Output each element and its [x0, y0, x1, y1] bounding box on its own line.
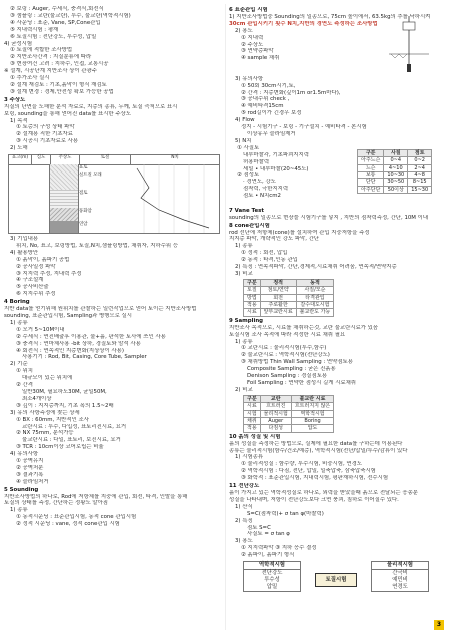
- table-row: [244, 287, 334, 294]
- layer-name: 연암: [79, 222, 88, 228]
- text-line: sounding, 표준관입시험, Sampling과 병행으로 실시: [4, 313, 132, 319]
- spt-apparatus-figure: [379, 14, 439, 74]
- table-cell: 주로활한: [260, 302, 296, 309]
- table-cell: 단단: [358, 179, 384, 186]
- table-row: [244, 302, 334, 309]
- table-cell: 0~2: [408, 157, 432, 164]
- table-row: [244, 417, 334, 424]
- log-col-n: N치: [171, 155, 179, 161]
- table-header-row: [244, 279, 334, 286]
- table-cell: Auger: [260, 417, 291, 424]
- text-line: ① 지지력파악 ③ 지하 응수 결정: [241, 545, 317, 552]
- table-cell: 8~15: [408, 179, 432, 186]
- text-line: ② 수세식 : 연진배출후 이용관, 물+흙, 판석한 토사에 쓰인 사용: [16, 333, 166, 340]
- text-line: 불교란시료 : 다일, 표토리, 보진시료, 요거: [22, 437, 121, 444]
- section-title-6: 6 표준관입 시험: [229, 7, 268, 13]
- layer-fill: [50, 190, 78, 208]
- text-line: ③ 충격식 : 연마체사용 -bit 상하, 경질토와 암석 사용: [16, 340, 141, 347]
- table-body: [244, 287, 334, 317]
- section-title-8: 8 cone관입시험: [229, 222, 270, 229]
- text-line: 점토 S=C: [247, 524, 271, 531]
- text-line: 위치, No, 표고, 보링방법, 토질,N치,샘플링방법, 채취자, 지하수위 등: [16, 242, 179, 249]
- layer-fill: [50, 164, 78, 172]
- table-cell: 채취: [244, 417, 261, 424]
- text-line: ② 정적 시운딩 : vane, 정적 cone관입 시험: [16, 521, 120, 528]
- soil-test-section: [229, 441, 446, 482]
- log-column: [49, 164, 79, 233]
- n-value-notes: [237, 145, 357, 200]
- table-cell: 흐트러지지 않은: [291, 403, 333, 410]
- text-line: ⑤ 공사비산출: [16, 284, 49, 291]
- table-cell: 시료: [244, 403, 261, 410]
- list-item: ③ 현장여건 고려 : 지하수, 인접, 교통시공: [10, 61, 109, 68]
- text-line: ① 교란시료 : 물리적시험(투수,함수): [241, 345, 327, 352]
- text-line: ③ TCR : 10cm이상 코어로립는 비율: [16, 444, 104, 451]
- table-header: 불교란 시료: [291, 395, 333, 402]
- table-row: [358, 157, 432, 164]
- text-line: 토질의 상태를 측정, 간단하는 정황도 알아짐: [4, 500, 109, 507]
- table-row: [358, 179, 432, 186]
- section-title-4: 4 Boring: [4, 299, 30, 306]
- diagram-label: 투수성: [264, 576, 280, 583]
- table-cell: 느슨: [358, 164, 384, 171]
- text-line: ① 동적시운딩 : 표준관입시험, 동적 cone 관입시험: [16, 514, 137, 521]
- text-line: 2) 용도: [235, 27, 253, 34]
- list-item: ② 보링 : Auger, 수세식, 충격식,회전식: [10, 6, 104, 12]
- table-cell: 압도: [291, 425, 333, 432]
- text-line: 내부마찰각, 기초파괴지지력: [243, 151, 309, 158]
- text-line: · 경연도, 강도: [243, 179, 276, 186]
- text-line: 종류는 물리적시험(함수/건조/예층), 역학적시험(전단/압밀/투수/감류이 있다: [229, 447, 408, 454]
- table-row: [358, 171, 432, 178]
- soil-test-diagram: [229, 561, 446, 601]
- text-line: ② 공벽처분: [16, 464, 44, 471]
- table-cell: 보통: [358, 171, 384, 178]
- table-cell: 사질/모순: [296, 287, 334, 294]
- text-line: Composite Sampling : 굳은 진흙용: [247, 366, 336, 373]
- table-header: 구분: [244, 279, 261, 286]
- text-line: 2) 도해: [10, 145, 28, 152]
- text-line: 지반조사방법의 하나로, Rod에 저항체를 지중에 관입, 회전, 타격, 인발을 통해: [4, 493, 188, 500]
- text-line: 1) 종류: [235, 243, 253, 250]
- table-cell: 아주단단: [358, 186, 384, 193]
- layer-name: 풍화암: [79, 209, 92, 215]
- text-line: 1) 지반조사방법중 Sounding의 일종으로, 75cm 높이에서, 63.5kg의 추를 낙하시켜: [229, 13, 431, 20]
- list-item: 4) 굳성시험: [4, 40, 33, 47]
- text-line: ② 역학적시험 : 다짐, 전단, 압밀, 일축압축, 삼축압축시험: [241, 468, 376, 475]
- text-line: 교란시료 : 투수, 다입성, 표토리진시료, 요거: [22, 423, 127, 430]
- table-body: [244, 403, 334, 433]
- list-item: ④ 사운딩 : 표준, Vane, SP,Cone관입: [10, 19, 101, 26]
- table-header-row: [244, 395, 334, 402]
- list-item: ① 추가조사 실시: [10, 75, 50, 82]
- text-line: ④ 구조설계: [16, 277, 44, 284]
- note-line: ※ 설계, 시공단계 지반조사 상이 관광주: [4, 68, 97, 75]
- text-line: ③ 연약층파악: [241, 48, 274, 55]
- table-header: 정적: [260, 279, 296, 286]
- text-line: 1) 종류: [10, 507, 28, 514]
- text-line: 4) 활용방안: [10, 249, 39, 256]
- log-col-elev: 표고(m): [9, 155, 32, 164]
- text-line: ① 사질토: [237, 144, 260, 151]
- table-cell: 아주느슨: [358, 157, 384, 164]
- text-line: 지반조사 목적으로, 시료를 채취하는것, 교란 불교란시료가 있음: [229, 324, 379, 331]
- text-line: ② 흙파이, 흙파기 형식: [241, 552, 295, 559]
- log-col-soil: 토질: [80, 155, 131, 164]
- text-line: 점착력, 극한지지력: [243, 186, 289, 193]
- text-line: ③ 시공시 기초자료로 사용: [16, 138, 79, 145]
- text-line: ⑤ rod길이가 긴경우 보정: [241, 110, 302, 117]
- text-line: 1) 산식: [235, 503, 253, 510]
- n-value-block: [229, 145, 446, 207]
- text-line: 2) 특징: [235, 517, 253, 524]
- text-line: 5) N치: [235, 137, 252, 144]
- top-list: [4, 6, 222, 96]
- text-line: 사질토 = σ tan φ: [247, 531, 290, 538]
- table-cell: 역학적시험: [291, 410, 333, 417]
- table-row: [244, 294, 334, 301]
- table-cell: 2~4: [408, 164, 432, 171]
- text-line: 일반30M, 필요하도30M, 균일50M,: [22, 388, 107, 395]
- text-line: ① 공벽유지: [16, 458, 44, 465]
- text-line: ② 공사일정 파악: [16, 263, 56, 270]
- text-line: ④ 슬라임처거: [16, 478, 49, 485]
- text-line: 2) 기순: [10, 361, 28, 368]
- text-line: 성질을 나타내며, 저항이 전단강도보다 크면 붕괴, 침하로 이어질수 있다.: [229, 496, 399, 503]
- table-cell: 적용: [244, 425, 261, 432]
- section-title-7: 7 Vane Test: [229, 207, 264, 214]
- diagram-label: 전단강도: [261, 569, 283, 576]
- table-cell: Boring: [291, 417, 333, 424]
- table-cell: 다짐성: [260, 425, 291, 432]
- text-line: 토질시험 조사 목적에 따라 적정한 시료 채취 필요: [229, 331, 346, 338]
- diagram-center: 토질시험: [315, 573, 357, 587]
- table-cell: 물리적시험: [260, 410, 291, 417]
- text-line: 4) 유의사항: [10, 451, 39, 458]
- layer-fill: [50, 172, 78, 190]
- text-line: 1) 목적: [10, 117, 28, 124]
- diagram-label: 간극비: [392, 569, 408, 576]
- right-column: [229, 6, 446, 601]
- table-header: 점토: [408, 149, 432, 156]
- table-cell: 30~50: [384, 179, 408, 186]
- text-line: ① 오거 5~10M이내: [16, 326, 65, 333]
- text-line: 보링, sounding을 통해 얻어진 data를 표시한 주상도: [4, 110, 131, 117]
- text-line: 30cm 관입시키기 횟수 N치,지반의 경연도 측정하는 조사방법: [229, 20, 378, 27]
- table-cell: 방법: [244, 294, 261, 301]
- text-line: ② 주상도: [241, 41, 264, 48]
- text-line: ④ sample 채취: [241, 55, 280, 62]
- table-row: [358, 186, 432, 193]
- text-line: 1) 시험종류: [235, 454, 264, 461]
- text-line: rod 선단에 저항체(cone)를 설치하여 관입 지중저항을 측정: [229, 229, 370, 236]
- table-row: [358, 164, 432, 171]
- text-line: Denison Sampling : 경질점토용: [247, 373, 328, 380]
- table-cell: 10~30: [384, 171, 408, 178]
- table-header: 동적: [296, 279, 334, 286]
- text-line: ① 지내력: [241, 34, 264, 41]
- table-cell: 앞부교란시료: [260, 309, 296, 316]
- layer-name: 표토: [79, 165, 88, 171]
- text-line: 4) Flow: [235, 117, 255, 124]
- list-item: ① 토질에 적합한 조사방법: [10, 47, 73, 54]
- text-line: ③ 공내수위 check ,: [241, 96, 290, 103]
- layer-fill: [50, 221, 78, 233]
- text-line: ② 간격 : 지층변화(깊이1m or1.5m마다),: [241, 89, 341, 96]
- table-cell: 회전: [260, 294, 296, 301]
- text-line: 지질의 단면을 도해한 분석 자료로, 지층의 종류, 두께, 토질 즉척으로 표시: [4, 103, 178, 110]
- text-line: 3) 기입내용: [10, 236, 39, 243]
- text-line: ① 물리적성질 : 함수량, 투수시험, 비중시험, 연경도: [241, 461, 363, 468]
- table-cell: 흐트러진: [260, 403, 291, 410]
- text-line: ② 점성토: [237, 172, 260, 179]
- text-line: 대규모이 있는 위치에: [22, 375, 73, 382]
- diagram-label: 예민비: [392, 576, 408, 583]
- text-line: ③ 결과기록: [16, 471, 44, 478]
- text-line: ① 정적 : 회전, 압입: [241, 250, 288, 257]
- sampling-section: [229, 325, 446, 394]
- text-line: ① 위치: [16, 368, 33, 375]
- left-column: [4, 6, 222, 528]
- diagram-label: 물리적시험: [372, 562, 428, 570]
- text-line: 점토 • N치cm2: [243, 193, 281, 200]
- boring-log-figure: [8, 154, 220, 234]
- text-line: ② 불교란시료 : 역학적시험(전단강도): [241, 352, 330, 359]
- diagram-label: 연경도: [392, 583, 408, 590]
- section-title-10: 10 흙의 성질 및 시험: [229, 433, 281, 440]
- n-value-table: [357, 149, 432, 194]
- table-cell: 4~8: [408, 171, 432, 178]
- text-line: ③ 화학적 : 표준관입시험, 지내력시험, 평판재하시험, 전수시험: [241, 475, 389, 482]
- table-row: [244, 425, 334, 432]
- table-cell: 갈수대도시험: [296, 302, 334, 309]
- text-line: ③ 채취방법 Thin Wall Sampling : 연약점토용: [241, 359, 353, 366]
- text-line: ② 설계용 직한 기초자료: [16, 131, 73, 138]
- text-line: ② NX 75mm, 분석가능: [16, 430, 74, 437]
- text-line: 지반 data를 얻기위해 원위치를 관찰하는 일련작업으로 얻어 토이는 지반조사방법: [4, 306, 197, 313]
- diagram-label: 역학적시험: [244, 562, 300, 570]
- text-line: 사용기기 : Rod, Bit, Casing, Core Tube, Sampler: [22, 354, 147, 361]
- text-line: ① BX : 60mm, 지반적인 조사: [16, 416, 89, 423]
- text-line: 흙의 성질을 측정하는 방법으로, 실제에 필요한 data를 구하는데 이용된다: [229, 440, 403, 447]
- table-cell: 토질: [244, 287, 261, 294]
- text-line: ② 간격: [16, 382, 33, 389]
- text-line: 3) 용도: [235, 538, 253, 545]
- table-row: [244, 410, 334, 417]
- layer-name: 실트질 모래: [79, 173, 102, 179]
- table-cell: 불교란도 가능: [296, 309, 334, 316]
- layer-name: 점토: [79, 191, 88, 197]
- table-cell: 시료: [244, 309, 261, 316]
- text-line: 1) 종류: [235, 338, 253, 345]
- table-row: [244, 309, 334, 316]
- log-col-column: 주상도: [51, 155, 80, 164]
- boring-section: [4, 306, 222, 486]
- table-cell: 시험: [244, 410, 261, 417]
- text-line: ④ 회전식 : 연속적인 지층변화(지상상이 사용): [16, 347, 124, 354]
- table-row: [244, 403, 334, 410]
- cone-compare-table: [243, 279, 334, 317]
- text-line: 세밀 • 내부마찰(20~45도): [243, 165, 309, 172]
- n-value-plot: [129, 164, 219, 233]
- section-title-5: 5 Sounding: [4, 486, 39, 493]
- table-header: 구분: [244, 395, 261, 402]
- text-line: 흙이 가지고 있는 역학적성질로 하나로, 외력을 받았을때 흙으로 전달되는 응송분: [229, 489, 418, 496]
- text-line: 1) 종류: [10, 319, 28, 326]
- list-item: ③ 설계 변경 : 경제,안전성 확보 가능한 공법: [10, 88, 114, 95]
- list-item: ⑤ 지내력시험 : 평재: [10, 26, 59, 33]
- list-item: ⑥ 토질시험 : 전단강도, 투수성, 압밀: [10, 33, 97, 40]
- text-line: 3) 비교: [235, 270, 253, 277]
- table-cell: 적용: [244, 302, 261, 309]
- mechanical-test-box: [243, 561, 301, 592]
- text-line: 최소4개이상: [22, 395, 52, 402]
- text-line: ⑥ 지지수위 추정: [16, 291, 56, 298]
- text-line: 2) 특징 : 연속적파악, 간단,경제적,시료채취 어려움, 연속적/연약지층: [235, 264, 397, 271]
- table-cell: 4~10: [384, 164, 408, 171]
- text-line: 3) 유의 사항측정에 찾는 상세: [10, 409, 80, 416]
- layer-fill: [50, 208, 78, 221]
- text-line: S=C(점착력)+ σ tan φ(마찰력): [247, 510, 324, 517]
- list-item: ② 지반조사간격 : 지질분류에 따라: [10, 54, 92, 61]
- list-item: ② 설계 재검토 : 기초,흙막이 형식 재검토: [10, 81, 107, 88]
- text-line: 2) 비교: [235, 386, 253, 393]
- text-line: Foil Sampling : 연약한 점성시 길게 시료채취: [247, 379, 357, 386]
- table-body: [358, 157, 432, 194]
- text-line: 정지 - 시험기구 - 보링 - 기구설치 - 예비타격 - 본시험: [241, 124, 367, 131]
- section-title-11: 11 전단강도: [229, 483, 260, 490]
- section-title-9: 9 Sampling: [229, 317, 264, 324]
- text-line: ④ 예비타격15cm: [241, 103, 284, 110]
- physical-test-box: [371, 561, 429, 592]
- list-item: ③ 샘플링 : 교란(불교란), 투수, 불교란(역학적시험): [10, 12, 131, 19]
- spt-block: [229, 28, 446, 76]
- column-divider: [225, 4, 226, 630]
- text-line: ③ 깊이 : 지지층까지, 기초 폭의 1.5~2배: [16, 402, 114, 409]
- text-line: ③ 지지력 추정, 지내력 추정: [16, 270, 82, 277]
- text-line: 지지층 파악, 개략적인 강도 파악, 간단: [229, 236, 320, 243]
- table-header-row: [358, 149, 432, 156]
- table-cell: 0~4: [384, 157, 408, 164]
- log-col-depth: 심도: [32, 155, 51, 164]
- text-line: ① 50회 30cm시기,토,: [241, 82, 296, 89]
- table-cell: 15~30: [408, 186, 432, 193]
- table-cell: 타격관입: [296, 294, 334, 301]
- text-line: 3) 유의사항: [235, 75, 264, 82]
- table-cell: 50이상: [384, 186, 408, 193]
- table-header: 교란: [260, 395, 291, 402]
- table-header: 사질: [384, 149, 408, 156]
- text-line: 허용마찰력: [243, 158, 270, 165]
- table-header: 구분: [358, 149, 384, 156]
- text-line: sounding의 일종으로 현장풀 시험기구를 넣지 , 지반의 점착력측정, 간단, 10M 이내: [229, 214, 429, 221]
- text-line: ② 동적 : 타격,인동 관입: [241, 257, 298, 264]
- shear-strength-section: [229, 490, 446, 559]
- section-title-3: 3 주상도: [4, 96, 26, 103]
- log-layer-names: [79, 165, 127, 234]
- page-number: 3: [434, 620, 444, 630]
- sampling-compare-table: [243, 395, 334, 433]
- text-line: ① 흙막이, 흙파기 공법: [16, 256, 70, 263]
- diagram-label: 압밀: [266, 583, 278, 590]
- text-line: ① 토층의 구성 상태 파악: [16, 124, 75, 131]
- text-line: 이상유무 슬라임제거: [247, 130, 296, 137]
- table-cell: 점토/연약: [260, 287, 296, 294]
